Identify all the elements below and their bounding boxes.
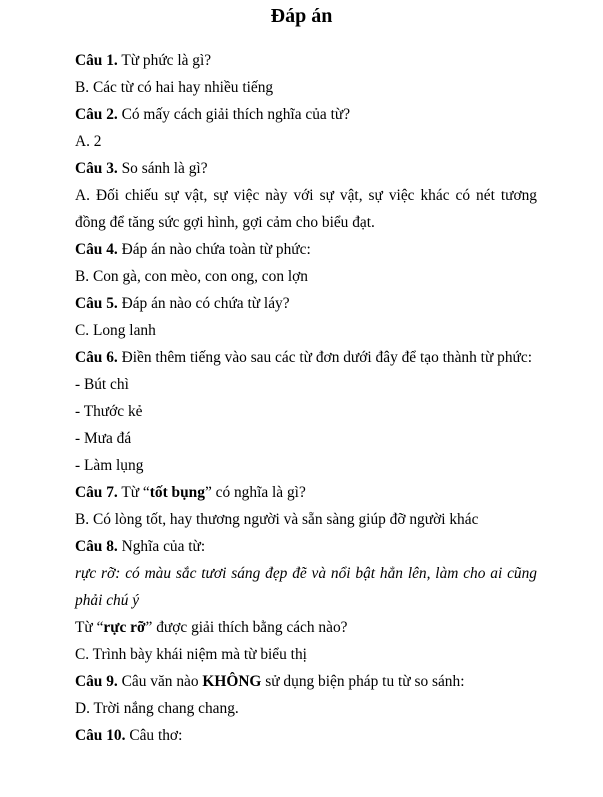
question-8 xyxy=(75,537,537,557)
question-label: Câu 1. xyxy=(75,52,118,69)
page-title: Đáp án xyxy=(270,5,333,27)
question-label: Câu 4. xyxy=(75,241,118,258)
question-8-sub xyxy=(75,618,537,638)
answer-3-line-1: A. Đối chiếu sự vật, sự việc này với sự vật, sự việc khác có nét tương xyxy=(75,187,537,204)
question-label: Câu 2. xyxy=(75,106,118,123)
question-label: Câu 5. xyxy=(75,295,118,312)
answer-5: C. Long lanh xyxy=(75,322,156,339)
definition-line-2: phải chú ý xyxy=(75,592,140,609)
question-text: Đáp án nào chứa toàn từ phức: xyxy=(117,241,311,258)
question-7 xyxy=(75,483,537,503)
answer-7: B. Có lòng tốt, hay thương người và sẵn sàng giúp đỡ người khác xyxy=(75,511,479,528)
question-6 xyxy=(75,348,537,368)
question-keyword: rực rỡ xyxy=(103,619,146,636)
question-text: Câu thơ: xyxy=(125,727,183,744)
question-9 xyxy=(75,672,537,692)
answer-2: A. 2 xyxy=(75,133,102,150)
answer-6-item: - Làm lụng xyxy=(75,457,144,474)
question-text: Từ phức là gì? xyxy=(117,52,212,69)
question-text: Đáp án nào có chứa từ láy? xyxy=(117,295,290,312)
answer-6-item: - Bút chì xyxy=(75,376,129,393)
question-label: Câu 3. xyxy=(75,160,118,177)
question-text: Điền thêm tiếng vào sau các từ đơn dưới đây để tạo thành từ phức: xyxy=(117,349,532,366)
question-label: Câu 10. xyxy=(75,727,126,744)
question-keyword: KHÔNG xyxy=(202,673,262,690)
question-label: Câu 8. xyxy=(75,538,118,555)
question-text: Có mấy cách giải thích nghĩa của từ? xyxy=(117,106,351,123)
question-4 xyxy=(75,240,537,260)
question-label: Câu 9. xyxy=(75,673,118,690)
question-5 xyxy=(75,294,537,314)
question-keyword: tốt bụng xyxy=(149,484,205,501)
question-1 xyxy=(75,51,537,71)
answer-4: B. Con gà, con mèo, con ong, con lợn xyxy=(75,268,308,285)
question-text: So sánh là gì? xyxy=(117,160,208,177)
question-label: Câu 6. xyxy=(75,349,118,366)
question-text: sử dụng biện pháp tu từ so sánh: xyxy=(261,673,465,690)
answer-3-line-2: đồng để tăng sức gợi hình, gợi cảm cho biểu đạt. xyxy=(75,214,375,231)
answer-9: D. Trời nắng chang chang. xyxy=(75,700,239,717)
answer-1: B. Các từ có hai hay nhiều tiếng xyxy=(75,79,274,96)
answer-6-item: - Mưa đá xyxy=(75,430,132,447)
question-text: Nghĩa của từ: xyxy=(117,538,206,555)
answer-8: C. Trình bày khái niệm mà từ biểu thị xyxy=(75,646,307,663)
question-text: Câu văn nào xyxy=(117,673,203,690)
question-2 xyxy=(75,105,537,125)
question-3 xyxy=(75,159,537,179)
definition-line-1: rực rỡ: có màu sắc tươi sáng đẹp đẽ và nổi bật hẳn lên, làm cho ai cũng xyxy=(75,565,537,582)
question-text: ” được giải thích bằng cách nào? xyxy=(145,619,348,636)
question-label: Câu 7. xyxy=(75,484,118,501)
question-text: Từ “ xyxy=(117,484,150,501)
question-10 xyxy=(75,726,537,746)
question-text: ” có nghĩa là gì? xyxy=(204,484,306,501)
answer-6-item: - Thước kẻ xyxy=(75,403,143,420)
question-text: Từ “ xyxy=(75,619,104,636)
